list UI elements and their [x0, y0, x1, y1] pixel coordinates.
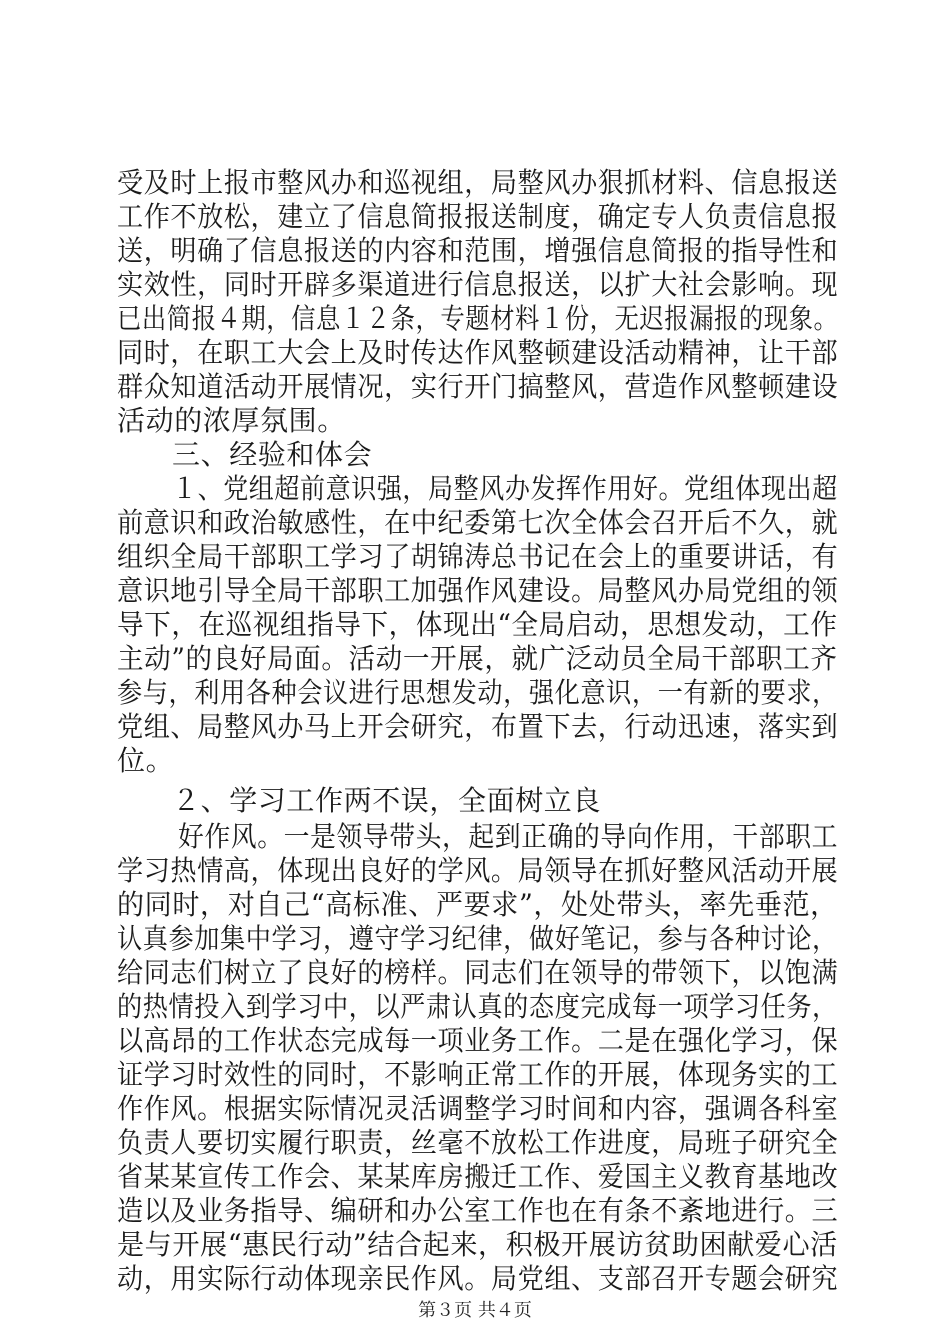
paragraph-line: 作作风。根据实际情况灵活调整学习时间和内容，强调各科室 — [117, 1092, 839, 1125]
paragraph-line: 认真参加集中学习，遵守学习纪律，做好笔记，参与各种讨论， — [117, 922, 838, 955]
section-heading: 三、经验和体会 — [172, 438, 373, 471]
paragraph-line: 送，明确了信息报送的内容和范围，增强信息简报的指导性和 — [117, 234, 839, 267]
paragraph-line: 受及时上报市整风办和巡视组，局整风办狠抓材料、信息报送 — [117, 166, 839, 199]
paragraph-line: 造以及业务指导、编研和办公室工作也在有条不紊地进行。三 — [117, 1194, 839, 1227]
subsection-heading: ２、学习工作两不误，全面树立良 — [172, 784, 602, 817]
paragraph-line: 是与开展“惠民行动”结合起来，积极开展访贫助困献爱心活 — [117, 1228, 838, 1261]
paragraph-line: 的热情投入到学习中，以严肃认真的态度完成每一项学习任务， — [117, 990, 838, 1023]
paragraph-line: 位。 — [117, 744, 175, 777]
paragraph-line: 以高昂的工作状态完成每一项业务工作。二是在强化学习，保 — [117, 1024, 839, 1057]
paragraph-line: 学习热情高，体现出良好的学风。局领导在抓好整风活动开展 — [117, 854, 839, 887]
paragraph-line: １、党组超前意识强，局整风办发挥作用好。党组体现出超 — [172, 472, 838, 505]
paragraph-line: 实效性，同时开辟多渠道进行信息报送，以扩大社会影响。现 — [117, 268, 839, 301]
paragraph-line: 已出简报４期，信息１２条，专题材料１份，无迟报漏报的现象。 — [117, 302, 839, 335]
paragraph-line: 组织全局干部职工学习了胡锦涛总书记在会上的重要讲话，有 — [117, 540, 839, 573]
paragraph-line: 导下，在巡视组指导下，体现出“全局启动，思想发动，工作 — [117, 608, 838, 641]
paragraph-line: 前意识和政治敏感性，在中纪委第七次全体会召开后不久，就 — [117, 506, 839, 539]
paragraph-line: 主动”的良好局面。活动一开展，就广泛动员全局干部职工齐 — [117, 642, 838, 675]
paragraph-line: 工作不放松，建立了信息简报报送制度，确定专人负责信息报 — [117, 200, 839, 233]
page-footer — [0, 1300, 950, 1322]
page-number: 第３页 共４页 — [418, 1300, 532, 1321]
paragraph-line: 意识地引导全局干部职工加强作风建设。局整风办局党组的领 — [117, 574, 839, 607]
paragraph-line: 好作风。一是领导带头，起到正确的导向作用，干部职工 — [178, 820, 839, 853]
paragraph-line: 的同时，对自己“高标准、严要求”，处处带头，率先垂范， — [117, 888, 838, 921]
paragraph-line: 负责人要切实履行职责，丝毫不放松工作进度，局班子研究全 — [117, 1126, 839, 1159]
paragraph-line: 省某某宣传工作会、某某库房搬迁工作、爱国主义教育基地改 — [117, 1160, 839, 1193]
paragraph-line: 活动的浓厚氛围。 — [117, 404, 346, 437]
paragraph-line: 给同志们树立了良好的榜样。同志们在领导的带领下，以饱满 — [117, 956, 839, 989]
paragraph-line: 动，用实际行动体现亲民作风。局党组、支部召开专题会研究 — [117, 1262, 839, 1295]
paragraph-line: 群众知道活动开展情况，实行开门搞整风，营造作风整顿建设 — [117, 370, 839, 403]
paragraph-line: 党组、局整风办马上开会研究，布置下去，行动迅速，落实到 — [117, 710, 839, 743]
paragraph-line: 同时，在职工大会上及时传达作风整顿建设活动精神，让干部 — [117, 336, 839, 369]
paragraph-line: 证学习时效性的同时，不影响正常工作的开展，体现务实的工 — [117, 1058, 839, 1091]
paragraph-line: 参与，利用各种会议进行思想发动，强化意识，一有新的要求， — [117, 676, 838, 709]
